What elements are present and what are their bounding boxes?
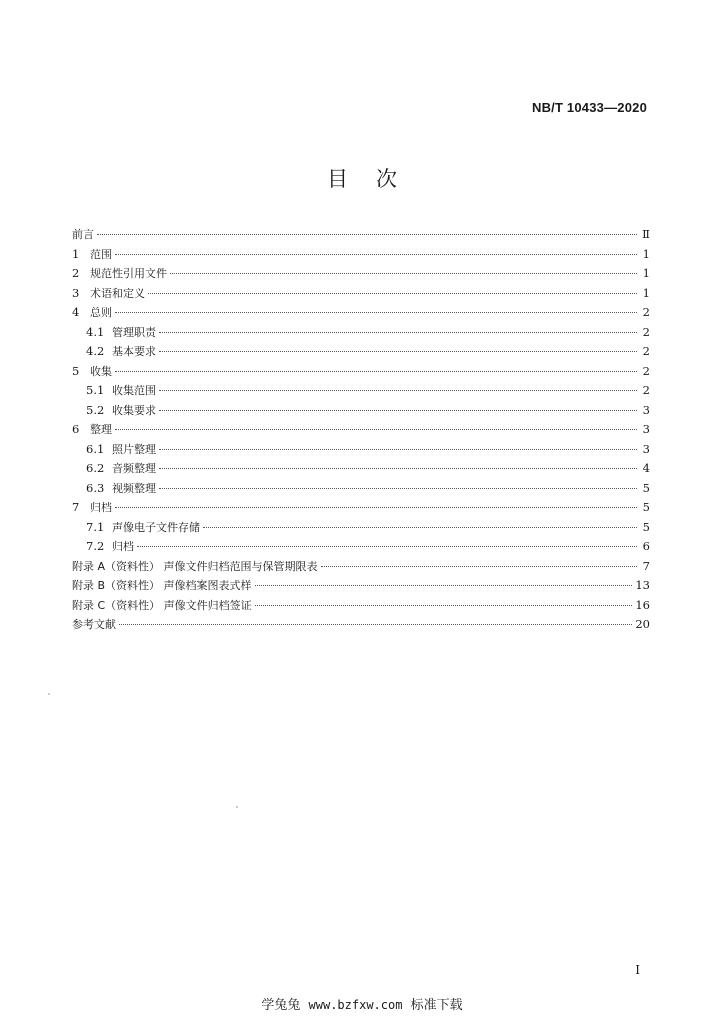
toc-entry-page: 5 (642, 500, 650, 514)
page-number: I (635, 963, 640, 977)
toc-dot-leader (203, 527, 637, 528)
toc-entry-number: 4.2 (86, 344, 105, 358)
toc-entry-number: 7 (72, 500, 80, 514)
toc-entry[interactable] (72, 342, 650, 362)
toc-entry[interactable] (72, 420, 650, 440)
toc-entry-number: 5.1 (86, 383, 105, 397)
toc-entry-page: 2 (642, 305, 650, 319)
toc-entry[interactable] (72, 245, 650, 265)
toc-entry-page: 7 (642, 558, 650, 573)
toc-entry[interactable] (72, 576, 650, 596)
toc-entry-number: 6 (72, 422, 80, 436)
toc-entry[interactable] (72, 381, 650, 401)
toc-entry[interactable] (72, 225, 650, 245)
toc-entry[interactable] (72, 401, 650, 421)
toc-entry-label: 附录 A（资料性） 声像文件归档范围与保管期限表 (72, 559, 318, 573)
toc-entry-page: 5 (642, 519, 650, 534)
toc-entry-page: 2 (642, 324, 650, 339)
toc-entry[interactable] (72, 537, 650, 557)
toc-entry-label: 附录 C（资料性） 声像文件归档签证 (72, 598, 252, 612)
toc-dot-leader (159, 468, 637, 469)
toc-entry[interactable] (72, 459, 650, 479)
toc-entry-label: 范围 (90, 247, 112, 261)
toc-entry-page: 3 (642, 402, 650, 417)
toc-entry[interactable] (72, 264, 650, 284)
toc-dot-leader (159, 351, 637, 352)
table-of-contents (72, 225, 650, 635)
toc-dot-leader (115, 507, 637, 508)
toc-dot-leader (115, 429, 637, 430)
toc-entry-page: 2 (642, 383, 650, 397)
toc-entry[interactable] (72, 518, 650, 538)
toc-entry-page: 6 (642, 539, 650, 553)
toc-entry[interactable] (72, 323, 650, 343)
toc-entry-number: 7.1 (86, 519, 105, 534)
toc-entry-label: 附录 B（资料性） 声像档案图表式样 (72, 579, 252, 592)
toc-dot-leader (159, 390, 637, 391)
toc-entry-label: 音频整理 (112, 462, 156, 475)
toc-entry-page: 1 (642, 285, 650, 300)
toc-entry-page: 4 (642, 461, 650, 475)
toc-entry-number: 5 (72, 363, 80, 378)
toc-entry[interactable] (72, 557, 650, 577)
toc-entry[interactable] (72, 498, 650, 518)
toc-entry-number: 4 (72, 305, 80, 319)
toc-dot-leader (115, 254, 637, 255)
page-title: 目次 (327, 167, 425, 191)
footer (0, 994, 724, 1013)
toc-dot-leader (159, 332, 637, 333)
scan-speck (48, 693, 50, 695)
standard-code: NB/T 10433—2020 (531, 100, 647, 115)
toc-entry-number: 1 (72, 246, 80, 261)
toc-entry-number: 2 (72, 266, 80, 280)
toc-entry[interactable] (72, 284, 650, 304)
toc-entry-page: 13 (635, 578, 650, 592)
scan-speck (236, 806, 238, 808)
toc-entry-label: 总则 (90, 306, 112, 319)
toc-entry-label: 规范性引用文件 (90, 267, 167, 280)
toc-entry-label: 收集 (90, 364, 112, 378)
toc-dot-leader (159, 410, 637, 411)
toc-dot-leader (119, 624, 632, 625)
toc-entry[interactable] (72, 615, 650, 635)
toc-entry[interactable] (72, 479, 650, 499)
toc-entry-label: 归档 (112, 540, 134, 553)
toc-entry-label: 整理 (90, 423, 112, 436)
toc-entry-label: 术语和定义 (90, 286, 145, 300)
toc-entry-page: 16 (635, 597, 650, 612)
toc-entry-page: 1 (642, 266, 650, 280)
toc-entry-number: 6.2 (86, 461, 105, 475)
footer-url[interactable]: www.bzfxw.com (308, 998, 403, 1012)
toc-entry-page: 3 (642, 422, 650, 436)
toc-entry-page: 20 (635, 617, 650, 631)
toc-dot-leader (137, 546, 637, 547)
toc-entry-label: 视频整理 (112, 481, 156, 495)
toc-entry-label: 前言 (72, 228, 94, 241)
toc-entry-label: 基本要求 (112, 345, 156, 358)
toc-entry[interactable] (72, 303, 650, 323)
toc-dot-leader (255, 585, 633, 586)
toc-entry-number: 4.1 (86, 324, 105, 339)
toc-dot-leader (159, 488, 637, 489)
toc-entry-number: 6.1 (86, 441, 105, 456)
toc-entry-page: 2 (642, 344, 650, 358)
toc-dot-leader (115, 371, 637, 372)
toc-entry[interactable] (72, 362, 650, 382)
toc-dot-leader (148, 293, 637, 294)
toc-entry-label: 归档 (90, 501, 112, 514)
toc-entry[interactable] (72, 440, 650, 460)
toc-entry-label: 管理职责 (112, 325, 156, 339)
toc-entry-number: 3 (72, 285, 80, 300)
toc-dot-leader (255, 605, 633, 606)
footer-tagline: 标准下载 (410, 998, 463, 1013)
toc-entry-number: 6.3 (86, 480, 105, 495)
toc-dot-leader (159, 449, 637, 450)
toc-entry[interactable] (72, 596, 650, 616)
toc-entry-number: 5.2 (86, 402, 105, 417)
toc-entry-label: 收集要求 (112, 403, 156, 417)
toc-entry-number: 7.2 (86, 539, 105, 553)
toc-dot-leader (97, 234, 637, 235)
toc-entry-page: 2 (642, 363, 650, 378)
toc-entry-page: 1 (642, 246, 650, 261)
toc-dot-leader (170, 273, 637, 274)
toc-entry-label: 参考文献 (72, 618, 116, 631)
toc-entry-label: 声像电子文件存储 (112, 520, 200, 534)
toc-entry-label: 照片整理 (112, 442, 156, 456)
toc-dot-leader (321, 566, 637, 567)
toc-dot-leader (115, 312, 637, 313)
toc-entry-page: 5 (642, 480, 650, 495)
toc-entry-page: 3 (642, 441, 650, 456)
toc-entry-label: 收集范围 (112, 384, 156, 397)
footer-site-name: 学兔兔 (261, 998, 301, 1013)
toc-entry-page: Ⅱ (642, 227, 650, 241)
